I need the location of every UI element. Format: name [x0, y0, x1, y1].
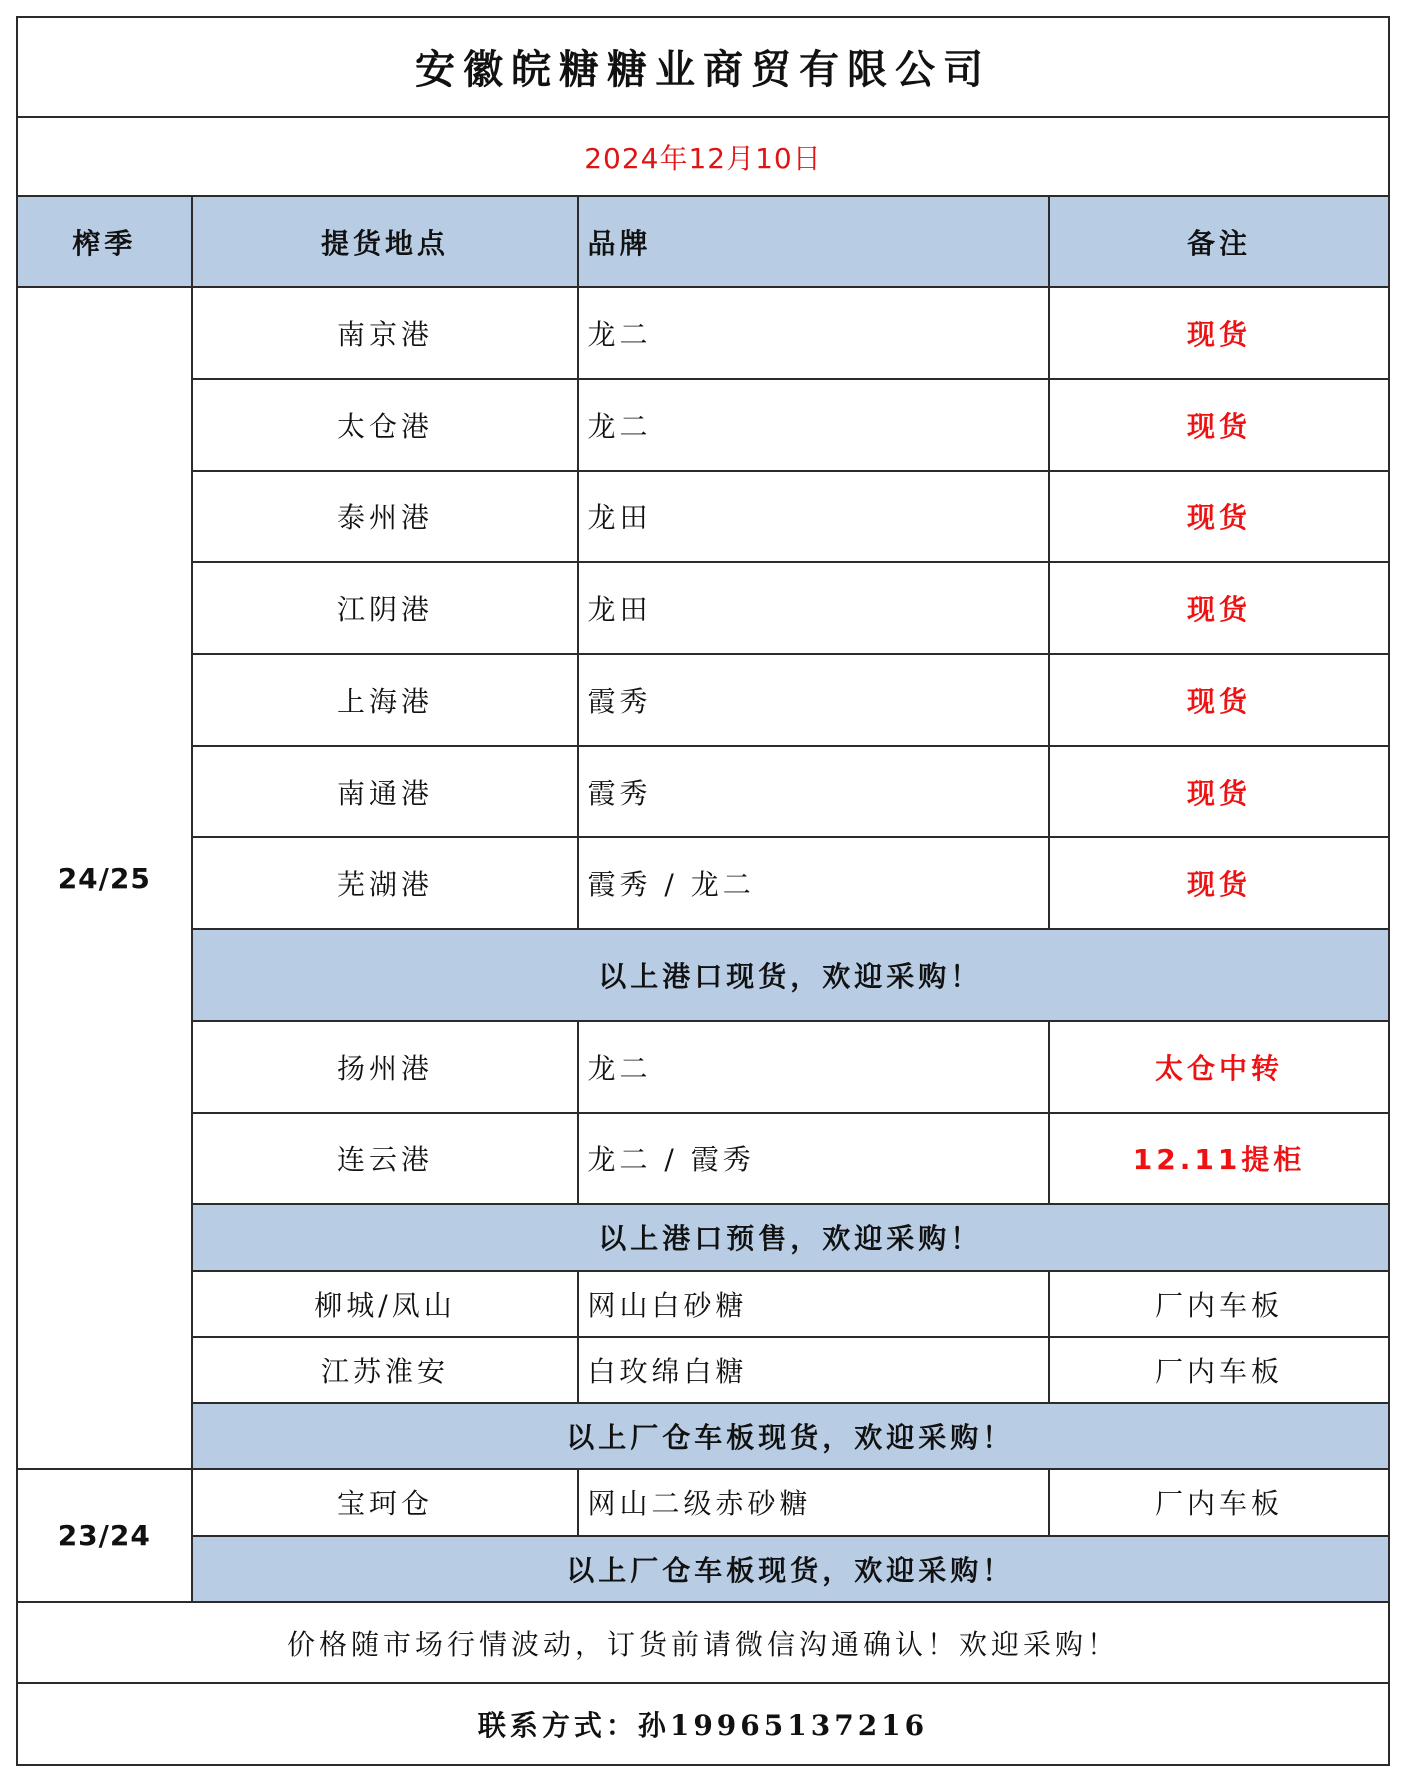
location-cell: 南京港 — [192, 287, 579, 379]
note-cell: 现货 — [1049, 562, 1389, 654]
table-row — [17, 746, 1389, 838]
header-location: 提货地点 — [192, 196, 579, 287]
note-cell: 厂内车板 — [1049, 1271, 1389, 1337]
summary-factory-spot-2: 以上厂仓车板现货，欢迎采购！ — [192, 1536, 1389, 1602]
table-row — [17, 1469, 1389, 1535]
table-row — [17, 654, 1389, 746]
note-cell: 厂内车板 — [1049, 1469, 1389, 1535]
table-row — [17, 1113, 1389, 1205]
location-cell: 太仓港 — [192, 379, 579, 471]
header-note: 备注 — [1049, 196, 1389, 287]
note-cell: 现货 — [1049, 379, 1389, 471]
price-table — [16, 16, 1390, 1766]
company-title: 安徽皖糖糖业商贸有限公司 — [17, 17, 1389, 117]
summary-port-spot: 以上港口现货，欢迎采购！ — [192, 929, 1389, 1021]
brand-cell: 霞秀 / 龙二 — [578, 837, 1049, 929]
table-row — [17, 1021, 1389, 1113]
footer-note: 价格随市场行情波动，订货前请微信沟通确认！欢迎采购！ — [17, 1602, 1389, 1684]
location-cell: 宝珂仓 — [192, 1469, 579, 1535]
brand-cell: 网山二级赤砂糖 — [578, 1469, 1049, 1535]
season-cell: 24/25 — [17, 287, 192, 1469]
location-cell: 江苏淮安 — [192, 1337, 579, 1403]
brand-cell: 白玫绵白糖 — [578, 1337, 1049, 1403]
header-season: 榨季 — [17, 196, 192, 287]
table-row — [17, 1337, 1389, 1403]
table-row — [17, 471, 1389, 563]
brand-cell: 网山白砂糖 — [578, 1271, 1049, 1337]
note-cell: 现货 — [1049, 746, 1389, 838]
summary-factory-spot: 以上厂仓车板现货，欢迎采购！ — [192, 1403, 1389, 1469]
brand-cell: 龙田 — [578, 562, 1049, 654]
note-cell: 现货 — [1049, 654, 1389, 746]
note-cell: 现货 — [1049, 837, 1389, 929]
location-cell: 芜湖港 — [192, 837, 579, 929]
contact-info: 联系方式：孙19965137216 — [17, 1683, 1389, 1765]
brand-cell: 霞秀 — [578, 654, 1049, 746]
brand-cell: 龙二 — [578, 287, 1049, 379]
brand-cell: 龙二 — [578, 379, 1049, 471]
header-brand: 品牌 — [578, 196, 1049, 287]
table-row — [17, 1271, 1389, 1337]
location-cell: 连云港 — [192, 1113, 579, 1205]
brand-cell: 龙田 — [578, 471, 1049, 563]
note-cell: 12.11提柜 — [1049, 1113, 1389, 1205]
season-cell: 23/24 — [17, 1469, 192, 1602]
location-cell: 上海港 — [192, 654, 579, 746]
table-row — [17, 379, 1389, 471]
location-cell: 南通港 — [192, 746, 579, 838]
note-cell: 太仓中转 — [1049, 1021, 1389, 1113]
brand-cell: 龙二 / 霞秀 — [578, 1113, 1049, 1205]
price-sheet — [16, 16, 1390, 1766]
location-cell: 泰州港 — [192, 471, 579, 563]
date-label: 2024年12月10日 — [17, 117, 1389, 197]
location-cell: 扬州港 — [192, 1021, 579, 1113]
table-row — [17, 837, 1389, 929]
note-cell: 现货 — [1049, 287, 1389, 379]
table-row — [17, 562, 1389, 654]
table-row — [17, 287, 1389, 379]
location-cell: 江阴港 — [192, 562, 579, 654]
brand-cell: 霞秀 — [578, 746, 1049, 838]
note-cell: 现货 — [1049, 471, 1389, 563]
note-cell: 厂内车板 — [1049, 1337, 1389, 1403]
summary-port-presale: 以上港口预售，欢迎采购！ — [192, 1204, 1389, 1270]
brand-cell: 龙二 — [578, 1021, 1049, 1113]
location-cell: 柳城/凤山 — [192, 1271, 579, 1337]
